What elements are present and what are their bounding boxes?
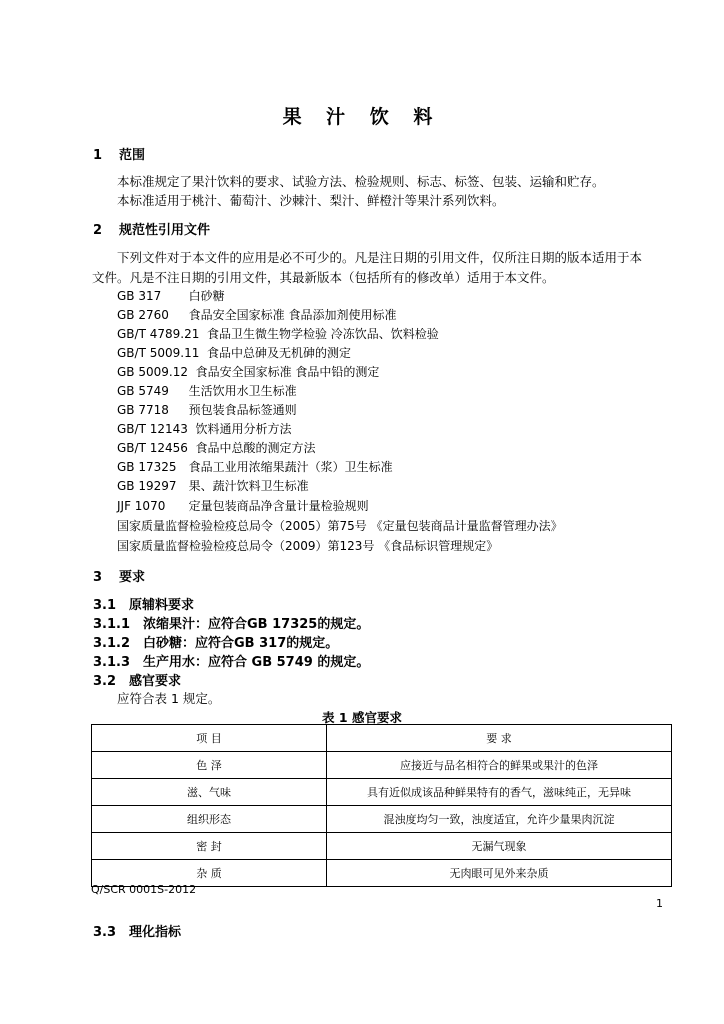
- reference-item: [117, 458, 393, 475]
- table-cell-item: 密 封: [92, 833, 327, 860]
- reference-title: 果、蔬汁饮料卫生标准: [188, 479, 309, 493]
- section-number: 2: [93, 223, 103, 238]
- section-title: 规范性引用文件: [119, 223, 211, 238]
- table-cell-requirement: 应接近与品名相符合的鲜果或果汁的色泽: [327, 752, 672, 779]
- reference-item: [117, 420, 292, 437]
- document-code: Q/SCR 0001S-2012: [91, 883, 197, 896]
- table-row: [92, 806, 672, 833]
- reference-code: GB/T 12143: [117, 422, 188, 436]
- section-1-heading: [93, 144, 145, 163]
- reference-code: GB 19297: [117, 479, 177, 493]
- reference-code: GB/T 12456: [117, 441, 188, 455]
- clause-number: 3.1.2: [93, 636, 131, 651]
- reference-code: GB/T 4789.21: [117, 327, 200, 341]
- clause-3-1-2: [93, 632, 338, 651]
- reference-title: 生活饮用水卫生标准: [188, 384, 297, 398]
- sensory-requirements-table: [91, 724, 672, 887]
- clause-3-1-1: [93, 613, 369, 632]
- clause-text: 生产用水：应符合 GB 5749 的规定。: [143, 655, 370, 670]
- reference-title: 预包装食品标签通则: [188, 403, 297, 417]
- section-1-para-2: 本标准适用于桃汁、葡萄汁、沙棘汁、梨汁、鲜橙汁等果汁系列饮料。: [117, 193, 505, 208]
- reference-item: [117, 363, 379, 380]
- reference-title: 白砂糖: [188, 289, 225, 303]
- reference-code: GB 17325: [117, 460, 177, 474]
- reference-title: 饮料通用分析方法: [195, 422, 292, 436]
- reference-item: [117, 344, 351, 361]
- table-caption: 表 1 感官要求: [322, 710, 402, 725]
- table-cell-item: 杂 质: [92, 860, 327, 887]
- reference-title: 食品中总砷及无机砷的测定: [206, 346, 351, 360]
- table-cell-requirement: 混浊度均匀一致，浊度适宜，允许少量果肉沉淀: [327, 806, 672, 833]
- subsection-3-3-heading: [93, 921, 181, 940]
- clause-number: 3.1.3: [93, 655, 131, 670]
- table-row: [92, 752, 672, 779]
- reference-code: GB 317: [117, 289, 162, 303]
- reference-item: [117, 497, 369, 514]
- section-title: 范围: [119, 148, 146, 163]
- reference-title: 食品安全国家标准 食品中铅的测定: [195, 365, 380, 379]
- reference-item: [117, 477, 309, 494]
- section-3-heading: [93, 566, 145, 585]
- reference-title: 食品工业用浓缩果蔬汁（浆）卫生标准: [188, 460, 393, 474]
- table-cell-item: 色 泽: [92, 752, 327, 779]
- reference-code: JJF 1070: [117, 499, 166, 513]
- reference-title: 食品安全国家标准 食品添加剂使用标准: [188, 308, 397, 322]
- reference-item: [117, 287, 225, 304]
- reference-code: GB/T 5009.11: [117, 346, 200, 360]
- table-cell-requirement: 无肉眼可见外来杂质: [327, 860, 672, 887]
- section-2-intro-line-2: 文件。凡是不注日期的引用文件，其最新版本（包括所有的修改单）适用于本文件。: [92, 270, 555, 285]
- section-number: 1: [93, 148, 103, 163]
- clause-text: 浓缩果汁：应符合GB 17325的规定。: [143, 617, 370, 632]
- reference-item: [117, 401, 297, 418]
- table-cell-item: 滋、气味: [92, 779, 327, 806]
- subsection-3-2-heading: [93, 670, 181, 689]
- subsection-number: 3.3: [93, 925, 117, 940]
- regulation-item: 国家质量监督检验检疫总局令（2005）第75号 《定量包装商品计量监督管理办法》: [117, 519, 563, 533]
- subsection-3-1-heading: [93, 594, 194, 613]
- reference-code: GB 2760: [117, 308, 169, 322]
- reference-item: [117, 382, 297, 399]
- subsection-3-2-text: 应符合表 1 规定。: [117, 691, 221, 706]
- table-row: [92, 779, 672, 806]
- subsection-title: 原辅料要求: [129, 598, 195, 613]
- reference-code: GB 7718: [117, 403, 169, 417]
- subsection-number: 3.1: [93, 598, 117, 613]
- table-row: [92, 833, 672, 860]
- reference-title: 食品中总酸的测定方法: [195, 441, 316, 455]
- section-2-intro-line-1: 下列文件对于本文件的应用是必不可少的。凡是注日期的引用文件，仅所注日期的版本适用于本: [117, 250, 643, 265]
- table-header-cell: 要 求: [327, 725, 672, 752]
- subsection-number: 3.2: [93, 674, 117, 689]
- clause-number: 3.1.1: [93, 617, 131, 632]
- table-cell-requirement: 具有近似成该品种鲜果特有的香气，滋味纯正，无异味: [327, 779, 672, 806]
- table-header-cell: 项 目: [92, 725, 327, 752]
- reference-item: [117, 439, 316, 456]
- section-2-heading: [93, 219, 210, 238]
- reference-code: GB 5009.12: [117, 365, 188, 379]
- section-number: 3: [93, 570, 103, 585]
- clause-3-1-3: [93, 651, 369, 670]
- reference-title: 定量包装商品净含量计量检验规则: [188, 499, 369, 513]
- regulation-item: 国家质量监督检验检疫总局令（2009）第123号 《食品标识管理规定》: [117, 539, 499, 553]
- document-title: 果 汁 饮 料: [282, 106, 442, 128]
- reference-item: [117, 325, 439, 342]
- reference-title: 食品卫生微生物学检验 冷冻饮品、饮料检验: [206, 327, 439, 341]
- page-number: 1: [656, 897, 663, 910]
- reference-code: GB 5749: [117, 384, 169, 398]
- table-cell-item: 组织形态: [92, 806, 327, 833]
- section-1-para-1: 本标准规定了果汁饮料的要求、试验方法、检验规则、标志、标签、包装、运输和贮存。: [117, 174, 605, 189]
- reference-item: [117, 306, 396, 323]
- clause-text: 白砂糖：应符合GB 317的规定。: [143, 636, 339, 651]
- section-title: 要求: [119, 570, 146, 585]
- subsection-title: 感官要求: [129, 674, 182, 689]
- table-cell-requirement: 无漏气现象: [327, 833, 672, 860]
- table-header-row: [92, 725, 672, 752]
- subsection-title: 理化指标: [129, 925, 182, 940]
